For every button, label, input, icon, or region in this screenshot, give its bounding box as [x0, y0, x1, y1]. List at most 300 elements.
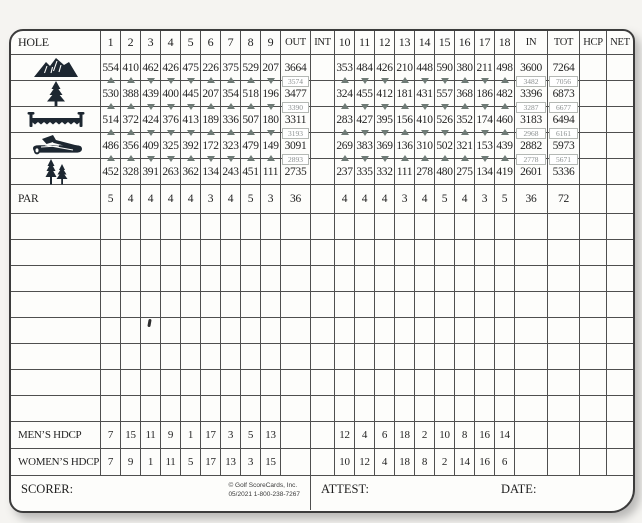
total-score-cell — [548, 344, 580, 370]
arrow-down-icon — [167, 78, 175, 84]
out-yardage-cell: 3664 3574 — [281, 55, 311, 81]
score-cell — [395, 396, 415, 422]
score-cell — [121, 344, 141, 370]
net-cell — [607, 396, 633, 422]
arrow-down-icon — [481, 130, 489, 136]
par-total-cell: 72 — [548, 185, 580, 214]
score-cell — [495, 240, 515, 266]
score-cell — [241, 318, 261, 344]
int-cell — [311, 55, 335, 81]
par-out-cell: 36 — [281, 185, 311, 214]
combo-yardage: 7056 — [549, 76, 578, 87]
arrow-up-icon — [461, 103, 469, 109]
womens-hdcp-row — [11, 449, 633, 476]
arrow-up-icon — [107, 155, 115, 161]
yardage-cell: 554 — [101, 55, 121, 81]
score-cell — [121, 214, 141, 240]
yardage-cell: 237 — [335, 159, 355, 185]
score-cell — [395, 240, 415, 266]
int-cell — [311, 396, 335, 422]
header-hole-3: 3 — [141, 31, 161, 55]
hdcp-cell: 4 — [355, 422, 375, 449]
player-name-cell — [11, 266, 101, 292]
hdcp-cell: 16 — [475, 449, 495, 476]
in-score-cell — [515, 214, 548, 240]
arrow-down-icon — [441, 78, 449, 84]
arrow-down-icon — [187, 104, 195, 110]
header-hole-label: HOLE — [11, 31, 101, 55]
total-yardage-cell: 5336 — [548, 159, 580, 185]
par-cell: 4 — [355, 185, 375, 214]
score-entry-row — [11, 214, 633, 240]
total-score-cell — [548, 318, 580, 344]
arrow-up-icon — [401, 129, 409, 135]
yardage-cell: 479 — [241, 133, 261, 159]
yardage-cell: 336 — [221, 107, 241, 133]
score-cell — [475, 370, 495, 396]
par-cell: 5 — [495, 185, 515, 214]
arrow-up-icon — [247, 155, 255, 161]
arrow-down-icon — [267, 78, 275, 84]
arrow-up-icon — [227, 103, 235, 109]
arrow-up-icon — [401, 77, 409, 83]
yardage-cell: 498 — [495, 55, 515, 81]
arrow-up-icon — [341, 77, 349, 83]
score-cell — [475, 292, 495, 318]
score-cell — [335, 240, 355, 266]
score-cell — [455, 344, 475, 370]
score-cell — [241, 396, 261, 422]
yardage-cell: 226 — [201, 55, 221, 81]
hdcp-cell: 7 — [101, 449, 121, 476]
score-cell — [495, 318, 515, 344]
out-score-cell — [281, 344, 311, 370]
par-cell: 4 — [375, 185, 395, 214]
score-cell — [261, 292, 281, 318]
hcp-cell — [580, 396, 607, 422]
score-cell — [335, 292, 355, 318]
hcp-cell — [580, 370, 607, 396]
yardage-cell: 111 — [261, 159, 281, 185]
yardage-cell: 136 — [395, 133, 415, 159]
yardage-cell: 391 — [141, 159, 161, 185]
yardage-cell: 482 — [495, 81, 515, 107]
arrow-down-icon — [187, 78, 195, 84]
score-entry-row — [11, 370, 633, 396]
yardage-cell: 529 — [241, 55, 261, 81]
score-cell — [415, 344, 435, 370]
par-cell: 3 — [395, 185, 415, 214]
header-hole-9: 9 — [261, 31, 281, 55]
score-cell — [101, 240, 121, 266]
score-cell — [455, 396, 475, 422]
score-cell — [475, 266, 495, 292]
hdcp-cell: 16 — [475, 422, 495, 449]
yardage-cell: 409 — [141, 133, 161, 159]
player-name-cell — [11, 370, 101, 396]
header-hole-16: 16 — [455, 31, 475, 55]
hdcp-cell: 9 — [161, 422, 181, 449]
score-cell — [201, 266, 221, 292]
yardage-cell: 413 — [181, 107, 201, 133]
score-cell — [141, 214, 161, 240]
header-hole-8: 8 — [241, 31, 261, 55]
arrow-down-icon — [441, 130, 449, 136]
arrow-down-icon — [421, 78, 429, 84]
combo-yardage: 2778 — [516, 154, 546, 165]
yardage-cell: 557 — [435, 81, 455, 107]
arrow-down-icon — [227, 156, 235, 162]
combo-yardage: 3574 — [282, 76, 309, 87]
score-cell — [355, 240, 375, 266]
score-cell — [455, 318, 475, 344]
par-cell: 4 — [221, 185, 241, 214]
in-score-cell — [515, 344, 548, 370]
arrow-down-icon — [481, 156, 489, 162]
arrow-up-icon — [341, 155, 349, 161]
score-cell — [355, 318, 375, 344]
score-cell — [141, 292, 161, 318]
yardage-cell: 445 — [181, 81, 201, 107]
score-cell — [201, 214, 221, 240]
copyright-line2: 05/2021 1-800-238-7267 — [228, 491, 300, 499]
int-cell — [311, 133, 335, 159]
score-cell — [415, 396, 435, 422]
yardage-cell: 426 — [375, 55, 395, 81]
in-yardage-cell: 3183 2968 — [515, 107, 548, 133]
yardage-cell: 335 — [355, 159, 375, 185]
par-cell: 4 — [141, 185, 161, 214]
score-cell — [241, 266, 261, 292]
score-cell — [355, 344, 375, 370]
in-cell — [515, 449, 548, 476]
total-score-cell — [548, 214, 580, 240]
par-cell: 4 — [161, 185, 181, 214]
par-cell: 3 — [201, 185, 221, 214]
score-cell — [261, 214, 281, 240]
hdcp-cell: 15 — [261, 449, 281, 476]
score-cell — [201, 292, 221, 318]
score-cell — [375, 344, 395, 370]
header-hole-15: 15 — [435, 31, 455, 55]
score-cell — [435, 266, 455, 292]
score-cell — [261, 318, 281, 344]
hdcp-cell: 4 — [375, 449, 395, 476]
arrow-up-icon — [107, 77, 115, 83]
score-cell — [181, 370, 201, 396]
hcp-cell — [580, 159, 607, 185]
score-cell — [435, 292, 455, 318]
yardage-cell: 486 — [101, 133, 121, 159]
score-cell — [101, 318, 121, 344]
yardage-cell: 410 — [415, 107, 435, 133]
header-hole-11: 11 — [355, 31, 375, 55]
net-cell — [607, 107, 633, 133]
score-cell — [181, 318, 201, 344]
arrow-up-icon — [207, 103, 215, 109]
yardage-cell: 368 — [455, 81, 475, 107]
out-yardage-cell: 3477 3390 — [281, 81, 311, 107]
arrow-up-icon — [341, 103, 349, 109]
score-cell — [415, 214, 435, 240]
in-yardage-cell: 3600 3482 — [515, 55, 548, 81]
yardage-cell: 448 — [415, 55, 435, 81]
score-cell — [161, 266, 181, 292]
score-cell — [375, 292, 395, 318]
hdcp-cell: 2 — [415, 422, 435, 449]
total-yardage-cell: 6873 6677 — [548, 81, 580, 107]
score-cell — [141, 240, 161, 266]
arrow-down-icon — [381, 156, 389, 162]
par-cell: 3 — [261, 185, 281, 214]
out-score-cell — [281, 370, 311, 396]
arrow-down-icon — [167, 130, 175, 136]
score-cell — [435, 240, 455, 266]
yardage-cell: 211 — [475, 55, 495, 81]
net-cell — [607, 292, 633, 318]
par-cell: 5 — [435, 185, 455, 214]
score-cell — [121, 266, 141, 292]
score-cell — [181, 396, 201, 422]
score-cell — [161, 370, 181, 396]
score-entry-row — [11, 292, 633, 318]
twin-trees-icon — [11, 159, 101, 185]
player-name-cell — [11, 396, 101, 422]
score-cell — [475, 344, 495, 370]
yardage-cell: 431 — [415, 81, 435, 107]
score-cell — [375, 318, 395, 344]
hcp-cell — [580, 318, 607, 344]
score-cell — [181, 240, 201, 266]
hdcp-cell: 8 — [415, 449, 435, 476]
hdcp-cell: 1 — [141, 449, 161, 476]
int-cell — [311, 318, 335, 344]
header-hole-14: 14 — [415, 31, 435, 55]
arrow-up-icon — [461, 155, 469, 161]
hcp-cell — [580, 214, 607, 240]
score-cell — [435, 318, 455, 344]
total-score-cell — [548, 292, 580, 318]
yardage-cell: 324 — [335, 81, 355, 107]
par-cell: 3 — [475, 185, 495, 214]
score-cell — [495, 266, 515, 292]
in-yardage-cell: 2882 2778 — [515, 133, 548, 159]
score-cell — [435, 344, 455, 370]
arrow-down-icon — [421, 130, 429, 136]
score-cell — [495, 396, 515, 422]
hdcp-cell: 11 — [161, 449, 181, 476]
arrow-up-icon — [207, 77, 215, 83]
yardage-cell: 410 — [121, 55, 141, 81]
hdcp-cell: 10 — [335, 449, 355, 476]
score-cell — [121, 240, 141, 266]
score-cell — [221, 214, 241, 240]
score-cell — [201, 344, 221, 370]
score-cell — [455, 292, 475, 318]
par-cell: 4 — [121, 185, 141, 214]
arrow-down-icon — [441, 104, 449, 110]
yardage-cell: 426 — [161, 55, 181, 81]
arrow-down-icon — [207, 156, 215, 162]
score-cell — [121, 396, 141, 422]
yardage-cell: 530 — [101, 81, 121, 107]
header-in-label: IN — [515, 31, 548, 55]
score-cell — [181, 292, 201, 318]
hcp-cell — [580, 107, 607, 133]
score-cell — [221, 396, 241, 422]
score-cell — [161, 396, 181, 422]
score-cell — [475, 318, 495, 344]
mens-hdcp-row — [11, 422, 633, 449]
hcp-cell — [580, 133, 607, 159]
hdcp-cell: 3 — [221, 422, 241, 449]
yardage-cell: 111 — [395, 159, 415, 185]
arrow-down-icon — [361, 156, 369, 162]
arrow-up-icon — [107, 129, 115, 135]
header-hole-4: 4 — [161, 31, 181, 55]
score-cell — [335, 318, 355, 344]
yardage-cell: 451 — [241, 159, 261, 185]
combo-yardage: 3287 — [516, 102, 546, 113]
hdcp-cell: 3 — [241, 449, 261, 476]
arrow-down-icon — [361, 130, 369, 136]
score-cell — [355, 370, 375, 396]
score-cell — [355, 292, 375, 318]
score-cell — [261, 344, 281, 370]
in-score-cell — [515, 396, 548, 422]
score-cell — [241, 214, 261, 240]
score-cell — [101, 370, 121, 396]
score-cell — [141, 344, 161, 370]
total-score-cell — [548, 370, 580, 396]
yardage-cell: 462 — [141, 55, 161, 81]
int-cell — [311, 81, 335, 107]
attest-label: ATTEST: — [321, 482, 369, 496]
score-cell — [241, 292, 261, 318]
score-entry-row — [11, 240, 633, 266]
par-cell: 5 — [101, 185, 121, 214]
net-cell — [607, 344, 633, 370]
score-cell — [415, 292, 435, 318]
yardage-cell: 369 — [375, 133, 395, 159]
yardage-cell: 156 — [395, 107, 415, 133]
yardage-cell: 275 — [455, 159, 475, 185]
score-cell — [355, 396, 375, 422]
player-name-cell — [11, 240, 101, 266]
header-hole-5: 5 — [181, 31, 201, 55]
arrow-up-icon — [441, 155, 449, 161]
yardage-cell: 455 — [355, 81, 375, 107]
score-cell — [395, 214, 415, 240]
arrow-up-icon — [247, 77, 255, 83]
arrow-down-icon — [267, 130, 275, 136]
arrow-down-icon — [361, 78, 369, 84]
yardage-cell: 325 — [161, 133, 181, 159]
yardage-cell: 400 — [161, 81, 181, 107]
yardage-cell: 412 — [375, 81, 395, 107]
yardage-cell: 186 — [475, 81, 495, 107]
combo-yardage: 2893 — [282, 154, 309, 165]
net-cell — [607, 240, 633, 266]
score-cell — [161, 344, 181, 370]
yardage-cell: 424 — [141, 107, 161, 133]
score-cell — [475, 396, 495, 422]
player-name-cell — [11, 214, 101, 240]
score-cell — [181, 344, 201, 370]
scorecard-grid — [11, 31, 633, 476]
int-cell — [311, 370, 335, 396]
score-cell — [355, 214, 375, 240]
score-cell — [121, 318, 141, 344]
arrow-up-icon — [401, 155, 409, 161]
yardage-cell: 383 — [355, 133, 375, 159]
hcp-cell — [580, 185, 607, 214]
yardage-cell: 283 — [335, 107, 355, 133]
score-cell — [395, 318, 415, 344]
yardage-cell: 278 — [415, 159, 435, 185]
score-cell — [261, 396, 281, 422]
hdcp-cell: 14 — [495, 422, 515, 449]
womens-hdcp-label: WOMEN’S HDCP — [11, 449, 101, 476]
arrow-down-icon — [187, 130, 195, 136]
yardage-cell: 376 — [161, 107, 181, 133]
hcp-cell — [580, 55, 607, 81]
header-hcp-label: HCP — [580, 31, 607, 55]
yardage-cell: 502 — [435, 133, 455, 159]
int-cell — [311, 185, 335, 214]
out-score-cell — [281, 318, 311, 344]
in-cell — [515, 422, 548, 449]
score-cell — [201, 240, 221, 266]
score-cell — [241, 370, 261, 396]
header-hole-17: 17 — [475, 31, 495, 55]
arrow-up-icon — [501, 77, 509, 83]
score-cell — [221, 370, 241, 396]
pine-tree-icon — [11, 81, 101, 107]
score-cell — [241, 344, 261, 370]
mountain-icon — [11, 55, 101, 81]
yardage-cell: 134 — [201, 159, 221, 185]
yardage-cell: 354 — [221, 81, 241, 107]
total-yardage-cell: 5973 5671 — [548, 133, 580, 159]
out-cell — [281, 422, 311, 449]
combo-yardage: 3482 — [516, 76, 546, 87]
score-cell — [221, 318, 241, 344]
combo-yardage: 3193 — [282, 128, 309, 139]
yardage-cell: 207 — [201, 81, 221, 107]
yardage-cell: 590 — [435, 55, 455, 81]
in-score-cell — [515, 266, 548, 292]
arrow-down-icon — [167, 156, 175, 162]
score-cell — [121, 370, 141, 396]
arrow-down-icon — [381, 130, 389, 136]
yardage-cell: 321 — [455, 133, 475, 159]
arrow-up-icon — [207, 129, 215, 135]
tee-row — [11, 55, 633, 86]
score-cell — [141, 396, 161, 422]
par-label: PAR — [11, 185, 101, 214]
score-cell — [161, 318, 181, 344]
in-yardage-cell: 3396 3287 — [515, 81, 548, 107]
yardage-cell: 460 — [495, 107, 515, 133]
arrow-down-icon — [267, 104, 275, 110]
scorer-cell — [11, 476, 311, 510]
arrow-up-icon — [107, 103, 115, 109]
arrow-up-icon — [461, 129, 469, 135]
tot-cell — [548, 422, 580, 449]
score-cell — [335, 344, 355, 370]
score-cell — [241, 240, 261, 266]
